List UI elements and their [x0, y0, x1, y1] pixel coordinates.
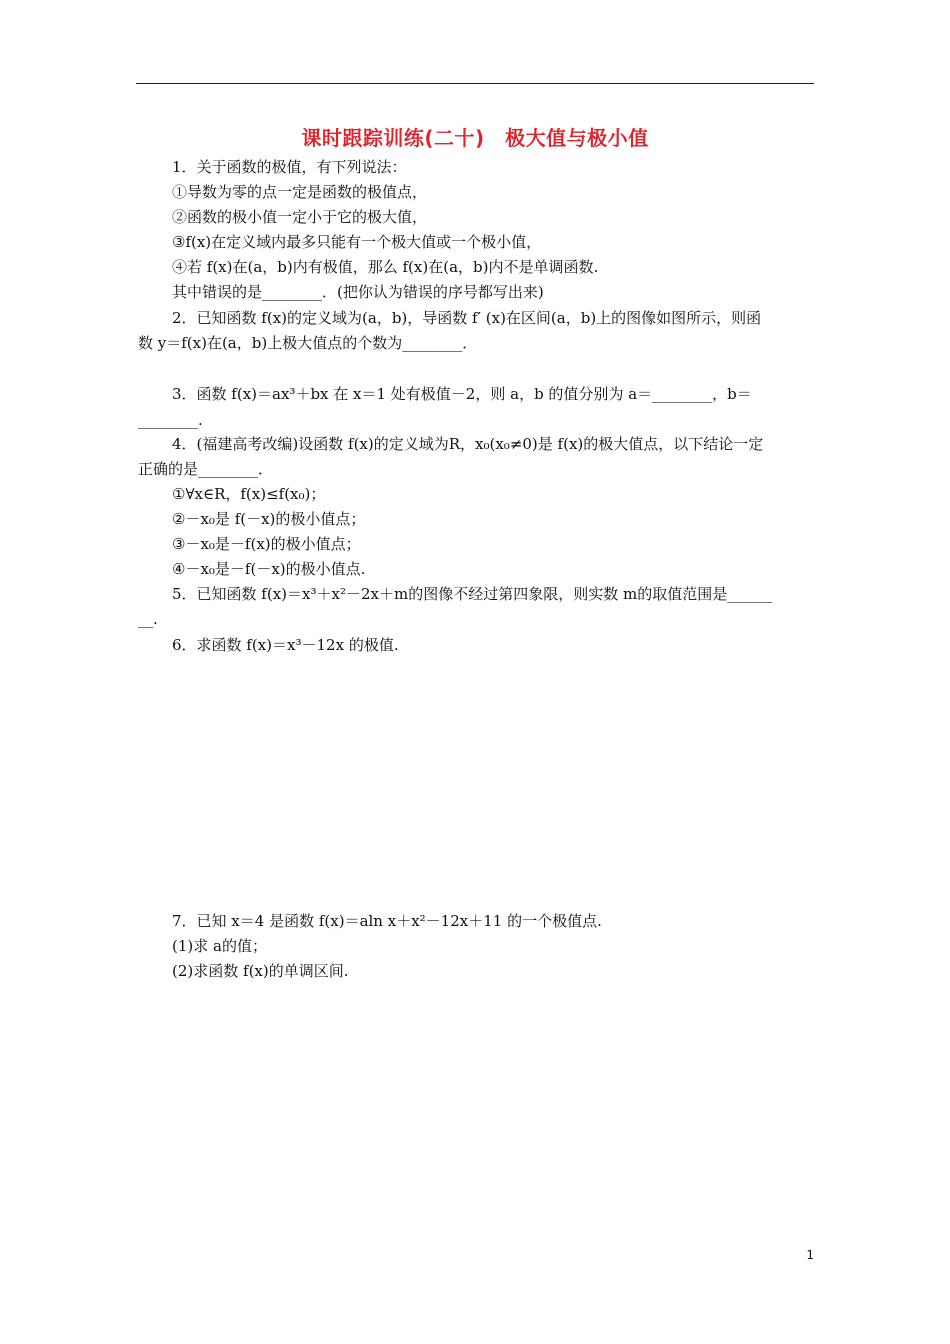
question-4-option-4: ④－x₀是－f(－x)的极小值点.	[172, 560, 366, 578]
question-2-line-1: 2．已知函数 f(x)的定义域为(a，b)，导函数 f′ (x)在区间(a，b)上的图像如图所示，则函	[172, 309, 762, 327]
question-1-prompt: 其中错误的是________．(把你认为错误的序号都写出来)	[172, 283, 544, 301]
question-3-line-1: 3．函数 f(x)＝ax³＋bx 在 x＝1 处有极值－2，则 a，b 的值分别为 a＝________，b＝	[172, 385, 752, 403]
question-1-statement-3: ③f(x)在定义域内最多只能有一个极大值或一个极小值，	[172, 233, 542, 251]
question-7-part-1: (1)求 a的值；	[172, 937, 267, 955]
question-1-statement-4: ④若 f(x)在(a，b)内有极值，那么 f(x)在(a，b)内不是单调函数.	[172, 258, 599, 276]
question-7-part-2: (2)求函数 f(x)的单调区间.	[172, 962, 349, 980]
page-number: 1	[806, 1248, 814, 1262]
question-4-option-2: ②－x₀是 f(－x)的极小值点；	[172, 510, 366, 528]
question-2-line-2: 数 y＝f(x)在(a，b)上极大值点的个数为________．	[138, 334, 478, 352]
question-3-line-2: ________.	[138, 411, 203, 429]
question-5-line-1: 5．已知函数 f(x)＝x³＋x²－2x＋m的图像不经过第四象限，则实数 m的取值范围是______	[172, 585, 773, 603]
question-4-line-1: 4．(福建高考改编)设函数 f(x)的定义域为R，x₀(x₀≠0)是 f(x)的极大值点，以下结论一定	[172, 435, 764, 453]
question-1-statement-1: ①导数为零的点一定是函数的极值点，	[172, 183, 428, 201]
question-5-line-2: __.	[138, 610, 158, 628]
question-1-statement-2: ②函数的极小值一定小于它的极大值，	[172, 208, 428, 226]
question-7-stem: 7．已知 x＝4 是函数 f(x)＝aln x＋x²－12x＋11 的一个极值点.	[172, 912, 602, 930]
header-rule	[136, 83, 814, 84]
page-title: 课时跟踪训练(二十) 极大值与极小值	[301, 126, 649, 150]
question-4-option-3: ③－x₀是－f(x)的极小值点；	[172, 535, 361, 553]
question-4-option-1: ①∀x∈R，f(x)≤f(x₀)；	[172, 485, 326, 503]
question-1-stem: 1．关于函数的极值，有下列说法：	[172, 158, 407, 176]
question-6: 6．求函数 f(x)＝x³－12x 的极值.	[172, 636, 399, 654]
question-4-line-2: 正确的是________．	[138, 460, 274, 478]
